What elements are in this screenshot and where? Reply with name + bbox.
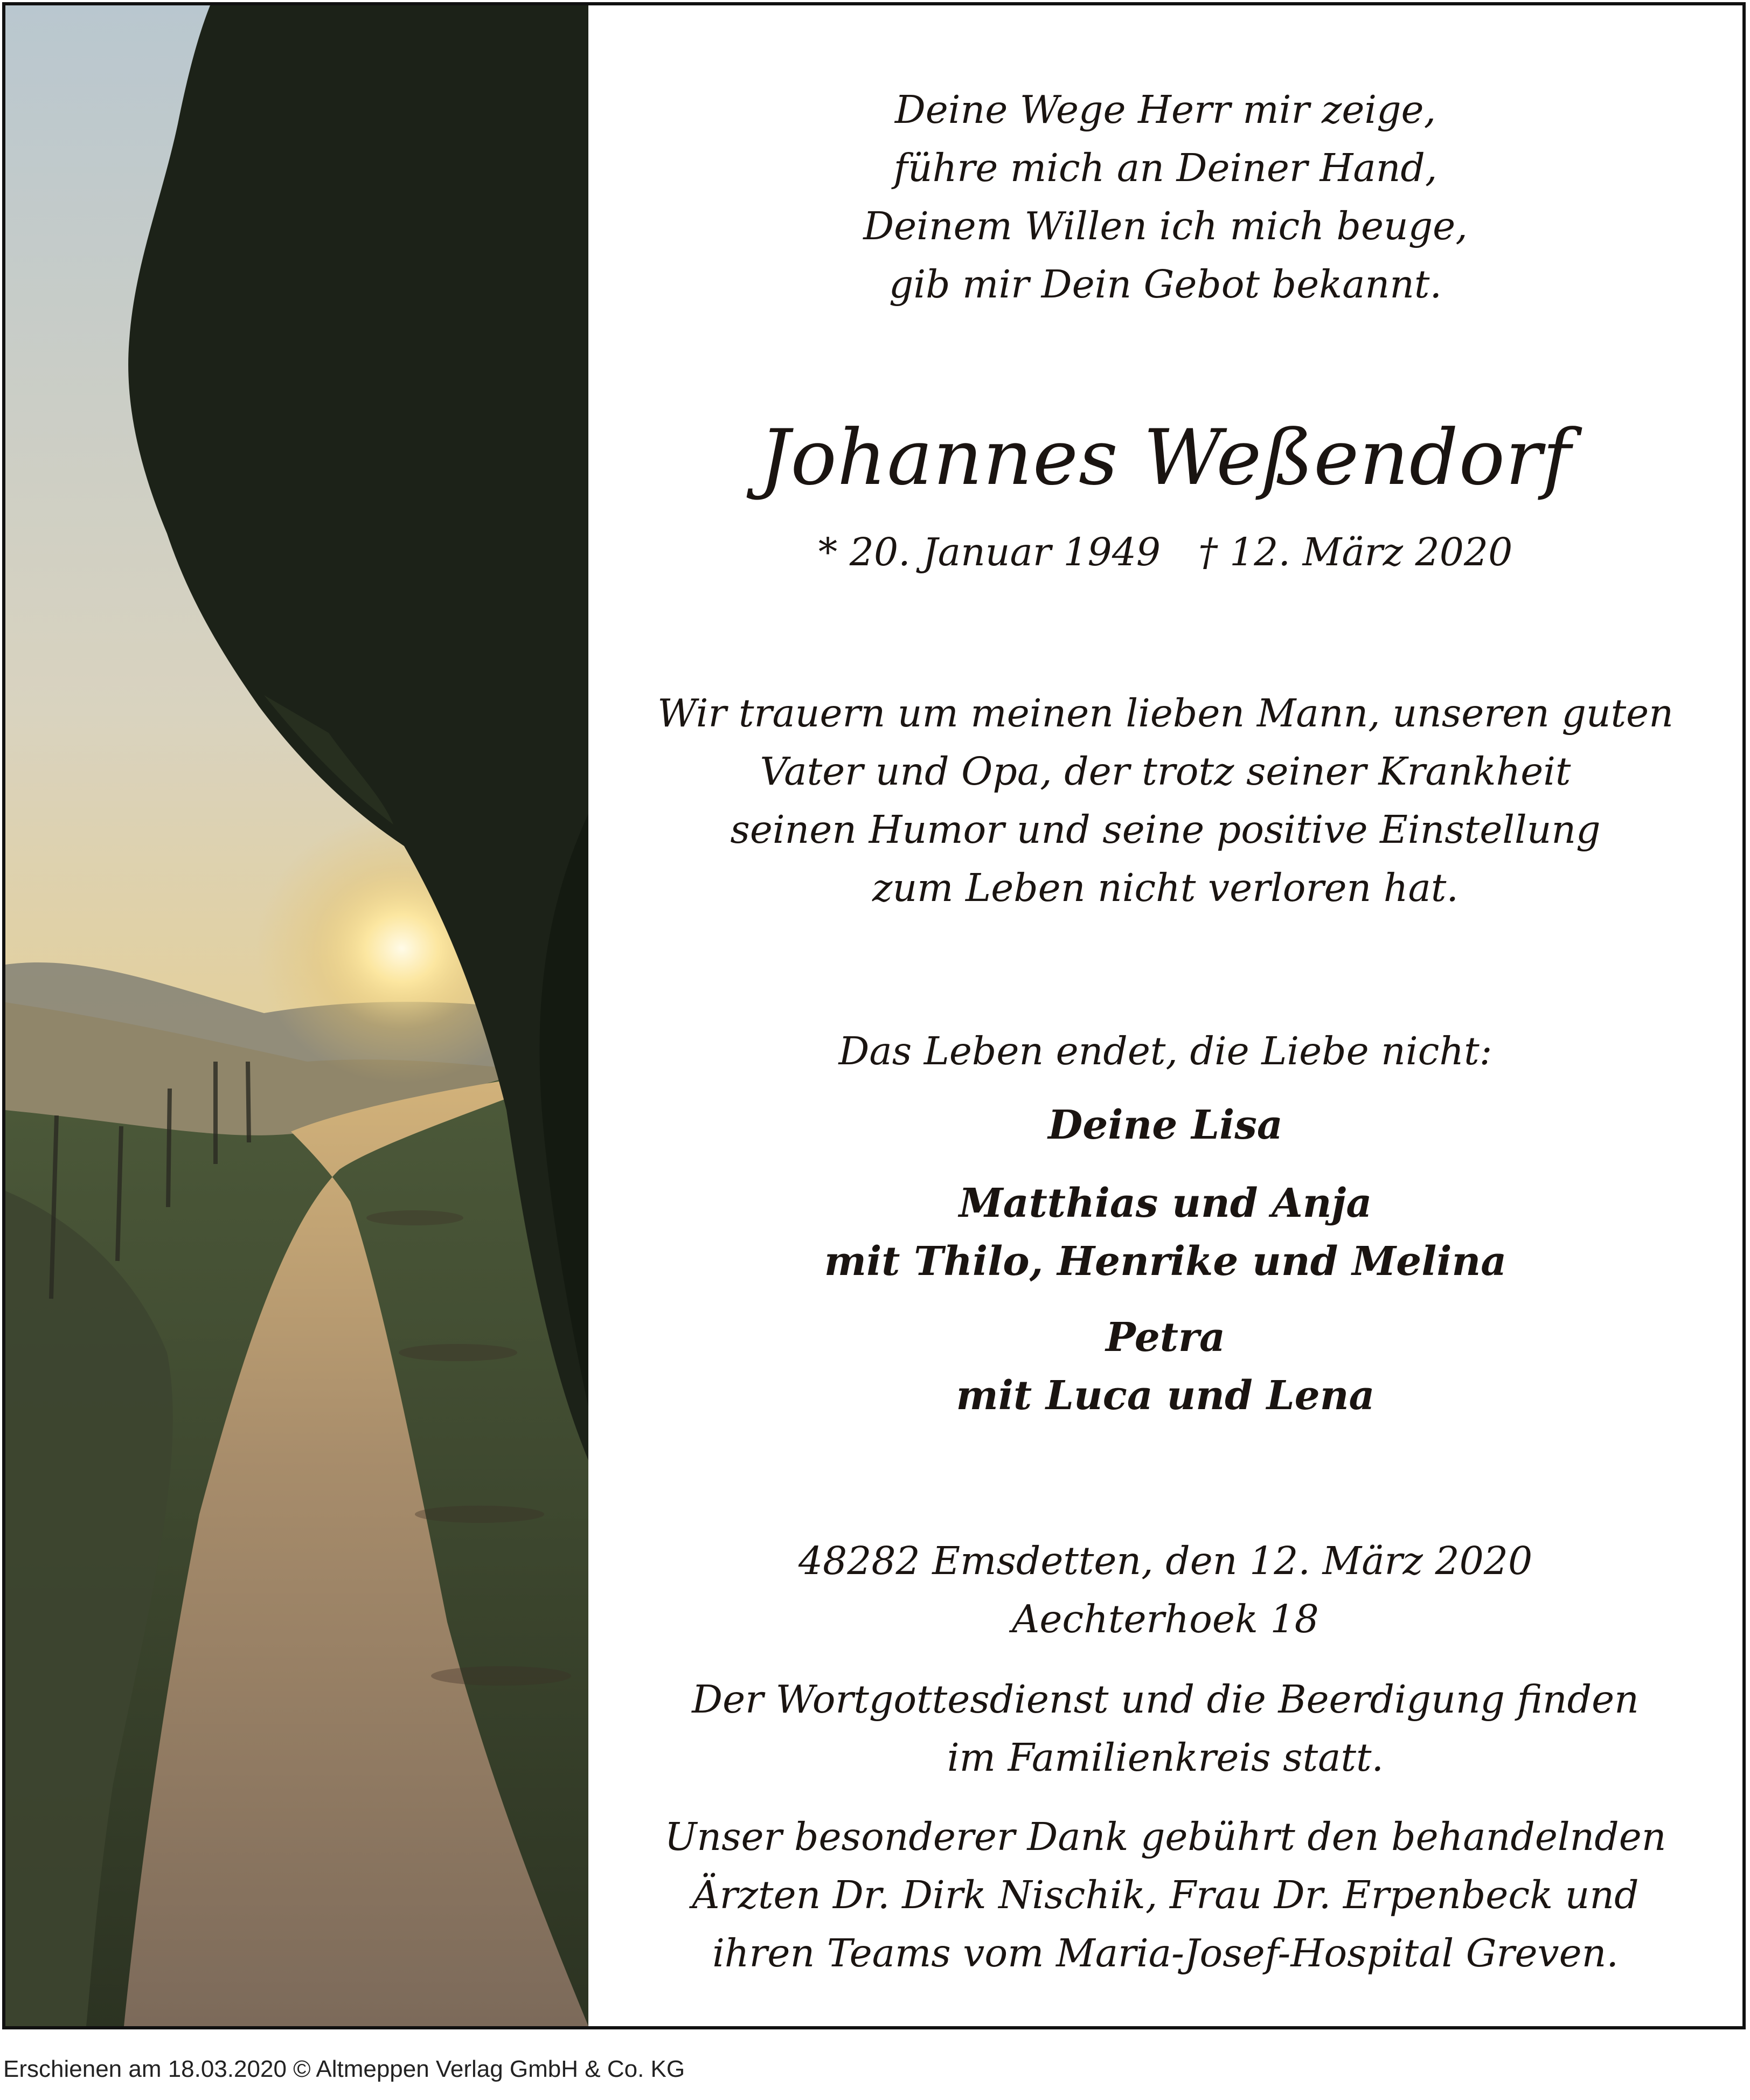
publication-footer: Erschienen am 18.03.2020 © Altmeppen Verlag GmbH & Co. KG [3,2056,685,2082]
mourning-line: Vater und Opa, der trotz seiner Krankheit [760,749,1571,794]
thanks-note [588,1808,1742,1983]
address-line: Aechterhoek 18 [1012,1597,1319,1641]
service-note [588,1671,1742,1787]
obituary-frame [2,2,1746,2029]
family-member: Matthias und Anja [959,1180,1372,1226]
family-member: Petra [1106,1314,1225,1361]
verse-line: führe mich an Deiner Hand, [893,145,1438,190]
obituary-text-panel [588,5,1742,2026]
thanks-line: Ärzten Dr. Dirk Nischik, Frau Dr. Erpenbeck und [692,1873,1639,1917]
motto-line: Das Leben endet, die Liebe nicht: [838,1029,1492,1073]
life-dates [588,525,1742,579]
family-signature [588,1096,1742,1154]
mourning-text [588,684,1742,917]
family-member: mit Thilo, Henrike und Melina [824,1238,1507,1285]
motto [588,1022,1742,1080]
family-member: Deine Lisa [1048,1102,1283,1148]
thanks-line: ihren Teams vom Maria-Josef-Hospital Greven. [712,1931,1619,1976]
death-date: † 12. März 2020 [1198,530,1513,574]
sunset-path-image [5,5,588,2026]
mourning-line: Wir trauern um meinen lieben Mann, unseren guten [657,691,1673,736]
verse-line: Deine Wege Herr mir zeige, [894,87,1436,132]
thanks-line: Unser besonderer Dank gebührt den behandelnden [664,1814,1666,1859]
mourning-line: zum Leben nicht verloren hat. [872,865,1459,910]
family-member: mit Luca und Lena [956,1373,1375,1419]
verse [588,81,1742,314]
address-line: 48282 Emsdetten, den 12. März 2020 [798,1538,1533,1583]
birth-date: * 20. Januar 1949 [818,530,1161,574]
address [588,1532,1742,1648]
deceased-name: Johannes Weßendorf [759,413,1572,502]
service-line: Der Wortgottesdienst und die Beerdigung finden [692,1677,1639,1722]
verse-line: Deinem Willen ich mich beuge, [863,204,1468,248]
verse-line: gib mir Dein Gebot bekannt. [888,262,1442,307]
service-line: im Familienkreis statt. [947,1735,1384,1780]
sunset-path-photo [5,5,588,2026]
family-signature [588,1308,1742,1425]
mourning-line: seinen Humor und seine positive Einstellung [730,807,1601,852]
family-signature [588,1174,1742,1291]
